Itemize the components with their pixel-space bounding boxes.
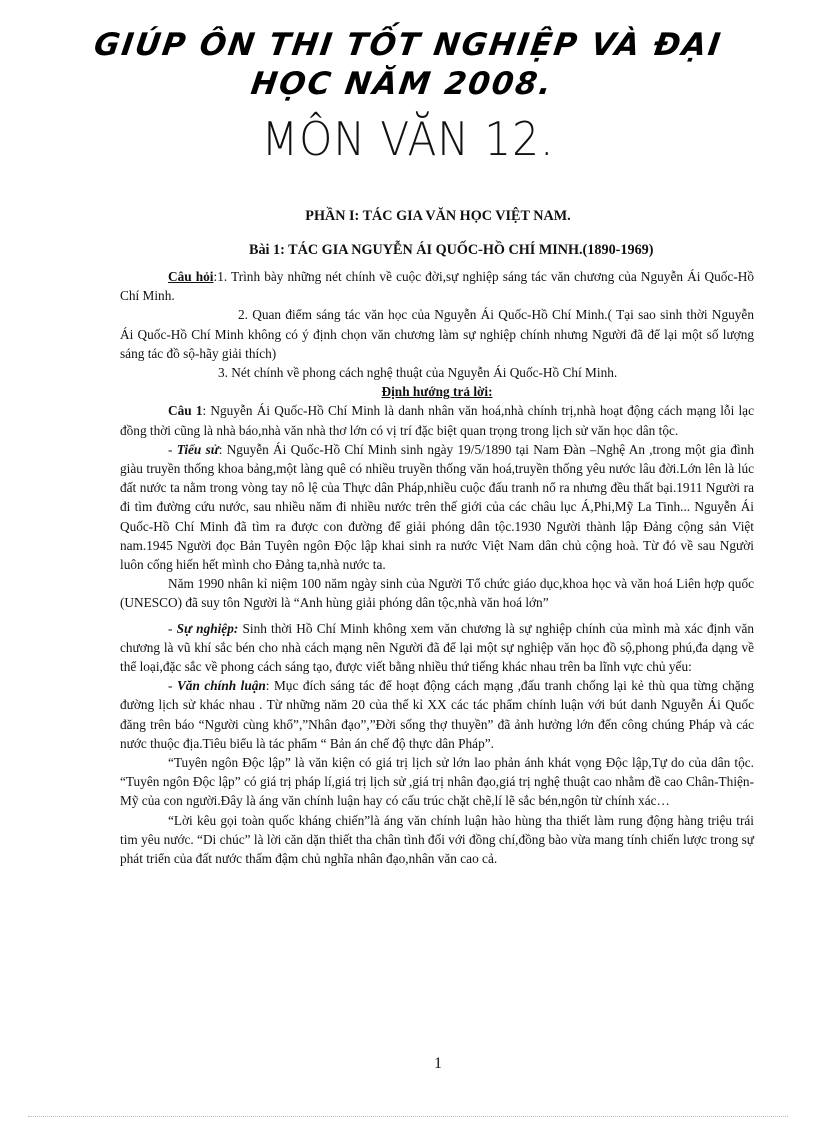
career-paragraph: - Sự nghiệp: Sinh thời Hồ Chí Minh không xem văn chương là sự nghiệp chính của mình mà xác định văn chương là vũ khí sắc bén cho nhà cách mạng nên Người đã để lại một sự nghiệp văn học đồ sộ,phong phú,đa dạng về thể loại,đặc sắc về phong cách sáng tạo, được viết bằng nhiều thứ tiếng khác nhau trên ba lĩnh vực chủ yếu: <box>120 620 754 675</box>
answer-1-paragraph <box>120 401 754 439</box>
questions-label: Câu hỏi <box>168 269 214 284</box>
main-title-line-1: GIÚP ÔN THI TỐT NGHIỆP VÀ ĐẠI <box>91 27 725 63</box>
main-title-line-2: HỌC NĂM 2008. <box>248 66 556 102</box>
lesson-heading: Bài 1: TÁC GIA NGUYỄN ÁI QUỐC-HỒ CHÍ MINH.(1890-1969) <box>249 242 654 258</box>
answer-heading-text: Định hướng trả lời: <box>381 384 493 400</box>
political-prose-paragraph: - Văn chính luận: Mục đích sáng tác để hoạt động cách mạng ,đấu tranh chống lại kẻ thù qua từng chặng đường lịch sử khác nhau . Từ những năm 20 của thế kỉ XX các tác phẩm chính luận với bút danh Nguyễn Ái Quốc đăng trên báo “Người cùng khổ”,”Nhân đạo”,”Đời sống thợ thuyền” đã ảnh hưởng lớn đến công chúng Pháp và các nước thuộc địa.Tiêu biểu là tác phẩm “ Bản án chế độ thực dân Pháp”. <box>120 678 754 751</box>
part-heading: PHẦN I: TÁC GIA VĂN HỌC VIỆT NAM. <box>305 208 571 224</box>
biography-paragraph: - Tiểu sử: Nguyễn Ái Quốc-Hồ Chí Minh sinh ngày 19/5/1890 tại Nam Đàn –Nghệ An ,trong một gia đình giàu truyền thống khoa bảng,một làng quê có nhiều truyền thống văn hoá,truyền thống yêu nước lâu đời.Lớn lên là lúc đất nước ta nằm trong vòng tay nô lệ của Thực dân Pháp,nhiều cuộc đấu tranh nổ ra nhưng đều thất bại.1911 Người ra đi tìm đường cứu nước, sau nhiều năm đi nhiều nước trên thế giới của các châu lục Á,Phi,Mỹ La Tinh... Nguyễn Ái Quốc-Hồ Chí Minh đã tìm ra được con đường để giải phóng dân tộc.1930 Người thành lập Đảng cộng sản Việt nam.1945 Người đọc Bản Tuyên ngôn Độc lập khai sinh ra nước Việt Nam dân chủ cộng hoà. Từ đó về sau Người luôn cống hiến hết mình cho Đảng ta,nhà nước ta. <box>120 441 754 573</box>
appeal-paragraph: “Lời kêu gọi toàn quốc kháng chiến”là áng văn chính luận hào hùng tha thiết làm rung động hàng triệu trái tim yêu nước. “Di chúc” là lời căn dặn thiết tha chân tình đối với đồng chí,đồng bào vừa mang tính chiến lược trong sự phát triển của đất nước thấm đậm chủ nghĩa nhân đạo,nhân văn cao cả. <box>120 812 754 867</box>
document-body <box>120 267 754 868</box>
political-prose-label: Văn chính luận <box>176 678 266 694</box>
biography-text: : Nguyễn Ái Quốc-Hồ Chí Minh sinh ngày 19/5/1890 tại Nam Đàn –Nghệ An ,trong một gia đình giàu truyền thống khoa bảng,một làng quê có nhiều truyền thống văn hoá,truyền thống yêu nước lâu đời.Lớn lên là lúc đất nước ta nằm trong vòng tay nô lệ của Thực dân Pháp,nhiều cuộc đấu tranh nổ ra nhưng đều thất bại.1911 Người ra đi tìm đường cứu nước, sau nhiều năm đi nhiều nước trên thế giới của các châu lục Á,Phi,Mỹ La Tinh... Nguyễn Ái Quốc-Hồ Chí Minh đã tìm ra được con đường để giải phóng dân tộc.1930 Người thành lập Đảng cộng sản Việt nam.1945 Người đọc Bản Tuyên ngôn Độc lập khai sinh ra nước Việt Nam dân chủ cộng hoà. Từ đó về sau Người luôn cống hiến hết mình cho Đảng ta,nhà nước ta. <box>120 441 754 573</box>
question-2: 2. Quan điểm sáng tác văn học của Nguyễn Ái Quốc-Hồ Chí Minh.( Tại sao sinh thời Nguyễn Ái Quốc-Hồ Chí Minh không có ý định chọn văn chương làm sự nghiệp chính nhưng Người đã để lại một số lượng sáng tác đồ sộ-hãy giải thích) <box>120 307 754 361</box>
page-number: 1 <box>434 1055 442 1072</box>
subject-title: MÔN VĂN 12. <box>261 112 555 166</box>
question-1-text: :1. Trình bày những nét chính về cuộc đời,sự nghiệp sáng tác văn chương của Nguyễn Ái Quốc-Hồ Chí Minh. <box>120 269 754 304</box>
career-label: Sự nghiệp: <box>176 620 239 636</box>
biography-label: Tiểu sử <box>176 441 219 457</box>
political-prose-text: : Mục đích sáng tác để hoạt động cách mạng ,đấu tranh chống lại kẻ thù qua từng chặng đường lịch sử khác nhau . Từ những năm 20 của thế kỉ XX các tác phẩm chính luận với bút danh Nguyễn Ái Quốc đăng trên báo “Người cùng khổ”,”Nhân đạo”,”Đời sống thợ thuyền” đã ảnh hưởng lớn đến công chúng Pháp và các nước thuộc địa.Tiêu biểu là tác phẩm “ Bản án chế độ thực dân Pháp”. <box>120 678 754 751</box>
question-3: 3. Nét chính về phong cách nghệ thuật của Nguyễn Ái Quốc-Hồ Chí Minh. <box>218 365 618 381</box>
declaration-paragraph: “Tuyên ngôn Độc lập” là văn kiện có giá trị lịch sử lớn lao phản ánh khát vọng Độc lập,Tự do của dân tộc. “Tuyên ngôn Độc lập” có giá trị pháp lí,giá trị lịch sử ,giá trị nhân đạo,giá trị nghệ thuật cao nhằm đề cao Chân-Thiện-Mỹ của con người.Đây là áng văn chính luận hay có cấu trúc chặt chẽ,lí lẽ sắc bén,ngôn từ chính xác… <box>120 755 754 809</box>
question-1 <box>120 267 754 305</box>
unesco-paragraph: Năm 1990 nhân kỉ niệm 100 năm ngày sinh của Người Tổ chức giáo dục,khoa học và văn hoá Liên hợp quốc (UNESCO) đã suy tôn Người là “Anh hùng giải phóng dân tộc,nhà văn hoá lớn” <box>120 576 754 611</box>
answer-heading <box>120 382 754 401</box>
answer-1-text: : Nguyễn Ái Quốc-Hồ Chí Minh là danh nhân văn hoá,nhà chính trị,nhà hoạt động cách mạng lỗi lạc đồng thời cũng là nhà báo,nhà văn nhà thơ lớn có vị trí đặc biệt quan trọng trong lịch sử văn học dân tộc. <box>120 403 754 438</box>
answer-1-label: Câu 1 <box>168 403 203 419</box>
career-text: Sinh thời Hồ Chí Minh không xem văn chương là sự nghiệp chính của mình mà xác định văn chương là vũ khí sắc bén cho nhà cách mạng nên Người đã để lại một sự nghiệp văn học đồ sộ,phong phú,đa dạng về thể loại,đặc sắc về phong cách sáng tạo, được viết bằng nhiều thứ tiếng khác nhau trên ba lĩnh vực chủ yếu: <box>120 620 754 675</box>
page-bottom-divider <box>28 1116 788 1117</box>
